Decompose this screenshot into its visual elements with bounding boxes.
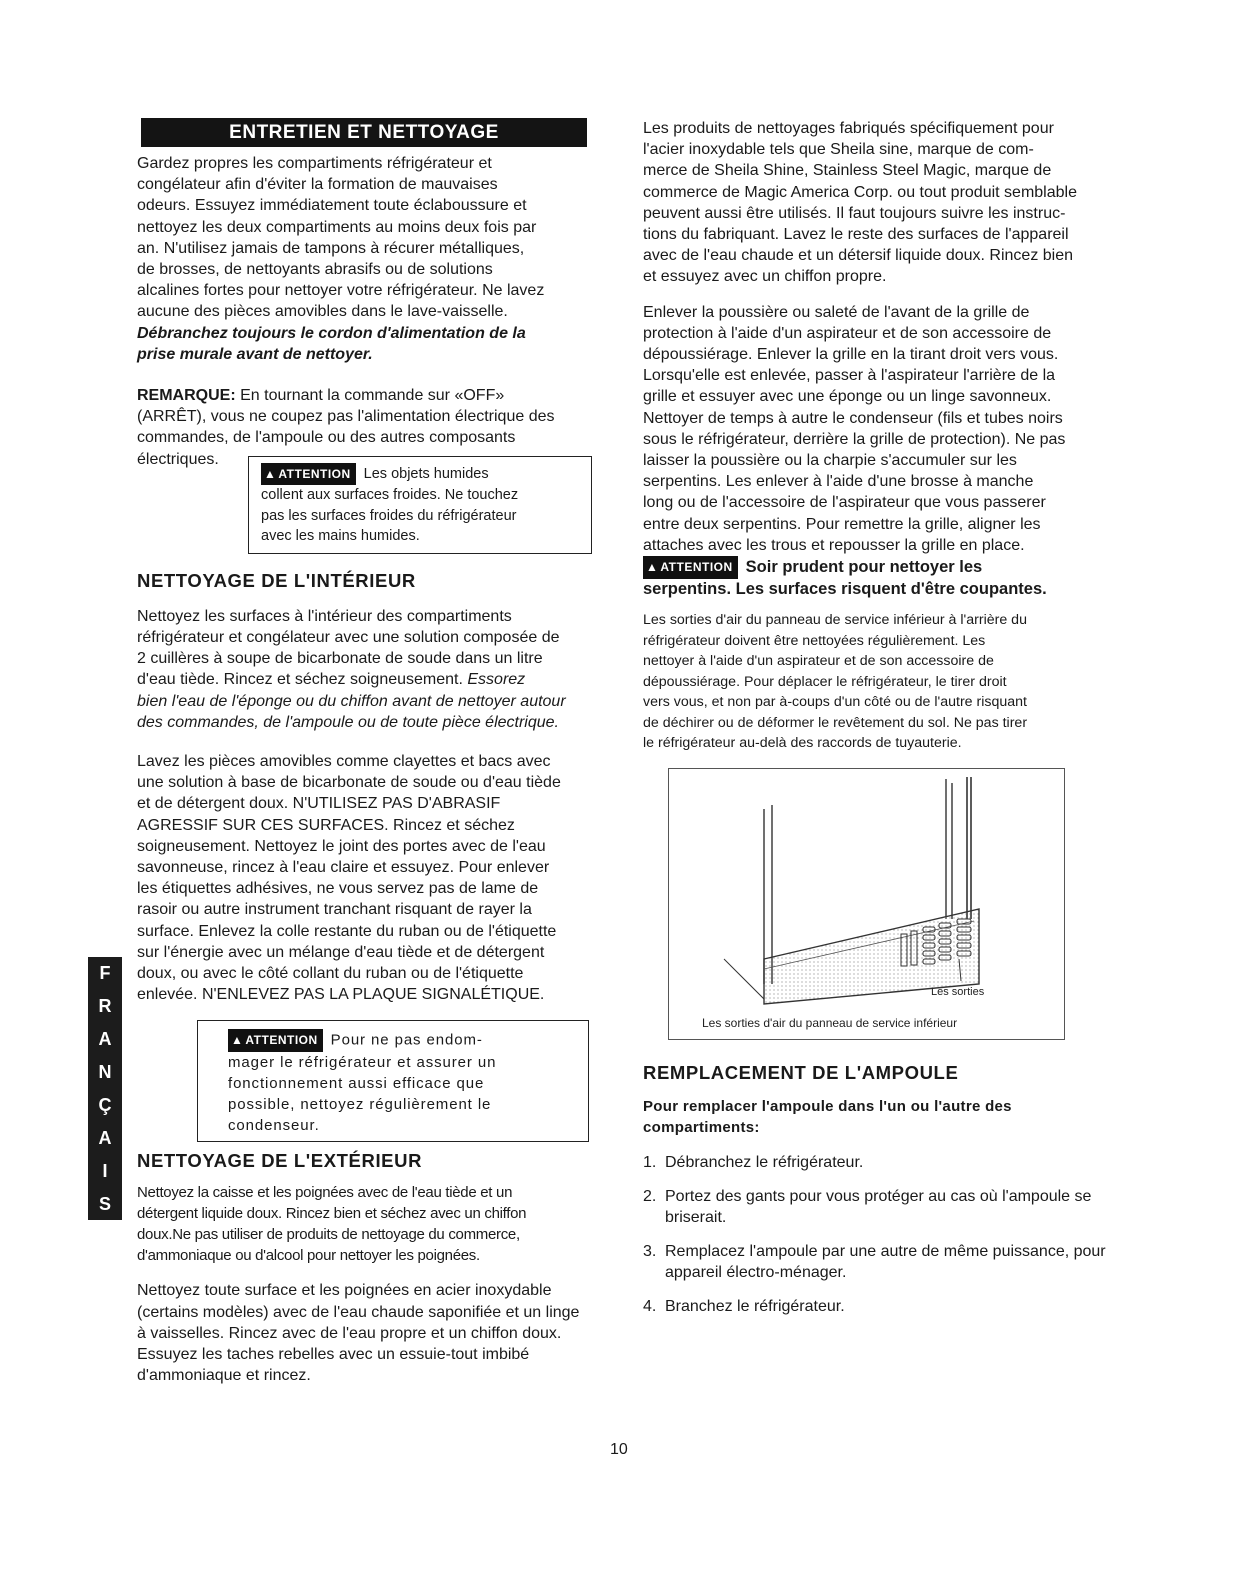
text-line: possible, nettoyez régulièrement le <box>228 1096 492 1114</box>
warning-triangle-icon: ▲ <box>231 1032 244 1047</box>
text-line: congélateur afin d'éviter la formation de mauvaises <box>137 176 498 194</box>
text-line: Lorsqu'elle est enlevée, passer à l'aspirateur l'arrière de la <box>643 367 1056 385</box>
text-line: électriques. <box>137 450 219 468</box>
text-line: le réfrigérateur au-delà des raccords de tuyauterie. <box>643 735 962 752</box>
figure-label-outlets: Les sorties <box>931 985 985 998</box>
text-line: doux.Ne pas utiliser de produits de nettoyage du commerce, <box>137 1225 520 1243</box>
stainless-paragraph <box>137 1280 623 1386</box>
text-line: collent aux surfaces froides. Ne touchez <box>261 487 519 504</box>
text-line: nettoyer à l'aide d'un aspirateur et de son accessoire de <box>643 653 994 670</box>
remarque-label: REMARQUE: <box>137 387 236 405</box>
text-line: grille et essuyer avec une éponge ou un linge savonneux. <box>643 388 1052 406</box>
text-line <box>137 669 623 690</box>
side-tab-letter: R <box>98 996 112 1016</box>
text-line: 2 cuillères à soupe de bicarbonate de soude dans un litre <box>137 650 543 668</box>
products-paragraph <box>643 118 1131 288</box>
text-line: Nettoyer de temps à autre le condenseur (fils et tubes noirs <box>643 409 1063 427</box>
side-tab-letter: F <box>99 963 111 983</box>
badge-label: ATTENTION <box>278 466 351 481</box>
bulb-subheading <box>643 1096 1131 1138</box>
text-line: aucune des pièces amovibles dans le lave-vaisselle. <box>137 303 508 321</box>
step-number: 4. <box>643 1297 657 1315</box>
text-line: soigneusement. Nettoyez le joint des portes avec de l'eau <box>137 837 546 855</box>
text-line: Nettoyez la caisse et les poignées avec de l'eau tiède et un <box>137 1183 513 1201</box>
step-number: 2. <box>643 1187 657 1205</box>
text-line: et essuyez avec un chiffon propre. <box>643 268 887 286</box>
text-line: avec de l'eau chaude et un détersif liquide doux. Rincez bien <box>643 247 1074 265</box>
removable-parts-paragraph <box>137 751 623 1005</box>
list-item <box>643 1152 1131 1174</box>
unplug-warning <box>137 323 623 365</box>
text-line: mager le réfrigérateur et assurer un <box>228 1053 497 1071</box>
text-line: (certains modèles) avec de l'eau chaude saponifiée et un linge <box>137 1303 580 1321</box>
text-span: En tournant la commande sur «OFF» <box>235 387 505 405</box>
text-line: à vaisselles. Rincez avec de l'eau propre et un chiffon doux. <box>137 1324 562 1342</box>
text-line: doux, ou avec le côté collant du ruban ou de l'étiquette <box>137 965 524 983</box>
text-span: d'eau tiède. Rincez et séchez soigneusement. <box>137 671 463 689</box>
badge-label: ATTENTION <box>245 1032 318 1047</box>
text-line <box>137 385 623 406</box>
text-line: commerce de Magic America Corp. ou tout produit semblable <box>643 183 1077 201</box>
text-line: prise murale avant de nettoyer. <box>137 345 373 363</box>
text-line <box>643 556 1131 579</box>
list-item <box>643 1186 1131 1229</box>
warning-box-humid <box>248 456 592 554</box>
text-line: serpentins. Les surfaces risquent d'être coupantes. <box>643 580 1047 599</box>
text-line: une solution à base de bicarbonate de soude ou d'eau tiède <box>137 774 561 792</box>
interior-paragraph <box>137 606 623 733</box>
text-line: Les produits de nettoyages fabriqués spécifiquement pour <box>643 120 1054 137</box>
text-line: et de détergent doux. N'UTILISEZ PAS D'ABRASIF <box>137 795 501 813</box>
language-side-tab <box>88 957 122 1220</box>
text-line <box>261 463 591 486</box>
text-line: Gardez propres les compartiments réfrigérateur et <box>137 155 492 172</box>
text-line: Lavez les pièces amovibles comme clayettes et bacs avec <box>137 753 551 771</box>
exterior-heading: NETTOYAGE DE L'EXTÉRIEUR <box>137 1149 423 1171</box>
text-line: protection à l'aide d'un aspirateur et de son accessoire de <box>643 324 1052 342</box>
text-line: Les sorties d'air du panneau de service inférieur à l'arrière du <box>643 612 1027 629</box>
list-item <box>643 1241 1131 1284</box>
text-line: surface. Enlevez la colle restante du ruban ou de l'étiquette <box>137 922 557 940</box>
warning-box-condenser <box>197 1020 589 1142</box>
exterior-paragraph <box>137 1182 623 1267</box>
step-text: Remplacez l'ampoule par une autre de même puissance, pour appareil électro-ménager. <box>665 1242 1106 1282</box>
text-line: attaches avec les trous et repousser la grille en place. <box>643 536 1025 554</box>
text-line: peuvent aussi être utilisés. Il faut toujours suivre les instruc- <box>643 204 1066 222</box>
side-tab-letter: N <box>98 1062 112 1082</box>
intro-paragraph <box>137 153 623 323</box>
text-line <box>228 1029 588 1052</box>
text-line: rasoir ou autre instrument tranchant risquant de rayer la <box>137 901 532 919</box>
text-line: an. N'utilisez jamais de tampons à récurer métalliques, <box>137 239 525 257</box>
text-line: alcalines fortes pour nettoyer votre réfrigérateur. Ne lavez <box>137 282 545 300</box>
text-line: merce de Sheila Shine, Stainless Steel Magic, marque de <box>643 162 1052 180</box>
side-tab-letter: Ç <box>98 1095 112 1115</box>
warning-triangle-icon: ▲ <box>646 560 659 575</box>
text-line: laisser la poussière ou la charpie s'accumuler sur les <box>643 452 1017 470</box>
figure-caption: Les sorties d'air du panneau de service inférieur <box>702 1015 958 1030</box>
side-tab-letter: A <box>98 1029 112 1049</box>
text-line: avec les mains humides. <box>261 528 420 545</box>
text-line: Essuyez les taches rebelles avec un essuie-tout imbibé <box>137 1345 530 1363</box>
side-tab-letter: I <box>102 1161 108 1181</box>
badge-label: ATTENTION <box>660 560 733 575</box>
text-line: odeurs. Essuyez immédiatement toute éclaboussure et <box>137 197 527 215</box>
warning-triangle-icon: ▲ <box>264 466 277 481</box>
text-line: savonneuse, rincez à l'eau claire et essuyez. Pour enlever <box>137 859 550 877</box>
text-line: AGRESSIF SUR CES SURFACES. Rincez et séchez <box>137 816 515 834</box>
text-line: fonctionnement aussi efficace que <box>228 1074 485 1092</box>
text-line: des commandes, de l'ampoule ou de toute pièce électrique. <box>137 713 559 731</box>
text-line: sous le réfrigérateur, derrière la grille de protection). Ne pas <box>643 430 1066 448</box>
text-line: de déchirer ou de déformer le revêtement du sol. Ne pas tirer <box>643 714 1028 731</box>
text-line: les étiquettes adhésives, ne vous servez pas de lame de <box>137 880 539 898</box>
list-item <box>643 1296 1131 1318</box>
text-line: pas les surfaces froides du réfrigérateur <box>261 507 517 524</box>
text-line: tions du fabriquant. Lavez le reste des surfaces de l'appareil <box>643 226 1069 244</box>
text-line: serpentins. Les enlever à l'aide d'une brosse à manche <box>643 473 1034 491</box>
text-line: (ARRÊT), vous ne coupez pas l'alimentation électrique des <box>137 408 555 426</box>
coil-warning <box>643 556 1131 600</box>
text-line: l'acier inoxydable tels que Sheila sine, marque de com- <box>643 141 1034 159</box>
italic-span: Essorez <box>462 671 526 689</box>
text-line: d'ammoniaque et rincez. <box>137 1367 311 1385</box>
vents-paragraph <box>643 610 1131 754</box>
bulb-steps-list <box>643 1152 1131 1317</box>
section-banner: ENTRETIEN ET NETTOYAGE <box>141 118 587 147</box>
step-text: Portez des gants pour vous protéger au cas où l'ampoule se briserait. <box>665 1187 1092 1227</box>
text-span: Pour ne pas endom- <box>330 1031 483 1049</box>
attention-badge <box>228 1029 323 1052</box>
service-panel-illustration <box>669 769 1064 1039</box>
text-line: Nettoyez les surfaces à l'intérieur des compartiments <box>137 607 512 625</box>
bulb-heading: REMPLACEMENT DE L'AMPOULE <box>643 1061 959 1083</box>
text-line: condenseur. <box>228 1117 320 1135</box>
text-line: Débranchez toujours le cordon d'alimentation de la <box>137 324 526 342</box>
text-line: dépoussiérage. Pour déplacer le réfrigérateur, le tirer droit <box>643 673 1007 690</box>
text-line: de brosses, de nettoyants abrasifs ou de solutions <box>137 261 493 279</box>
page-number: 10 <box>610 1441 628 1458</box>
text-line: compartiments: <box>643 1119 760 1137</box>
text-line: d'ammoniaque ou d'alcool pour nettoyer les poignées. <box>137 1247 480 1265</box>
side-tab-letter: S <box>98 1194 111 1214</box>
text-line: sur l'énergie avec un mélange d'eau tiède et de détergent <box>137 943 545 961</box>
text-line: détergent liquide doux. Rincez bien et séchez avec un chiffon <box>137 1204 527 1222</box>
step-number: 3. <box>643 1242 657 1260</box>
text-line: commandes, de l'ampoule ou des autres composants <box>137 429 516 447</box>
text-line: enlevée. N'ENLEVEZ PAS LA PLAQUE SIGNALÉTIQUE. <box>137 986 545 1004</box>
text-line: vers vous, et non par à-coups d'un côté ou de l'autre risquant <box>643 694 1027 711</box>
text-line: Nettoyez toute surface et les poignées en acier inoxydable <box>137 1282 552 1300</box>
text-line: bien l'eau de l'éponge ou du chiffon avant de nettoyer autour <box>137 692 566 710</box>
attention-badge <box>261 463 356 486</box>
left-column <box>137 118 623 1386</box>
text-span: Les objets humides <box>363 465 489 482</box>
text-line: réfrigérateur et congélateur avec une solution composée de <box>137 629 560 647</box>
interior-heading: NETTOYAGE DE L'INTÉRIEUR <box>137 569 416 591</box>
step-text: Débranchez le réfrigérateur. <box>665 1154 864 1172</box>
right-column <box>643 118 1131 1329</box>
text-line: réfrigérateur doivent être nettoyées régulièrement. Les <box>643 632 986 649</box>
text-line: Pour remplacer l'ampoule dans l'un ou l'autre des <box>643 1097 1012 1115</box>
step-number: 1. <box>643 1154 657 1172</box>
text-line: nettoyez les deux compartiments au moins deux fois par <box>137 218 537 236</box>
step-text: Branchez le réfrigérateur. <box>665 1297 845 1315</box>
dust-paragraph <box>643 302 1131 556</box>
text-line: Enlever la poussière ou saleté de l'avant de la grille de <box>643 303 1030 321</box>
attention-badge <box>643 556 738 579</box>
service-panel-figure <box>668 768 1065 1040</box>
text-line: dépoussiérage. Enlever la grille en la tirant droit vers vous. <box>643 346 1059 364</box>
text-line: long ou de l'accessoire de l'aspirateur que vous passerer <box>643 494 1046 512</box>
text-line: entre deux serpentins. Pour remettre la grille, aligner les <box>643 515 1041 533</box>
text-span: Soir prudent pour nettoyer les <box>745 558 983 577</box>
side-tab-letter: A <box>98 1128 112 1148</box>
